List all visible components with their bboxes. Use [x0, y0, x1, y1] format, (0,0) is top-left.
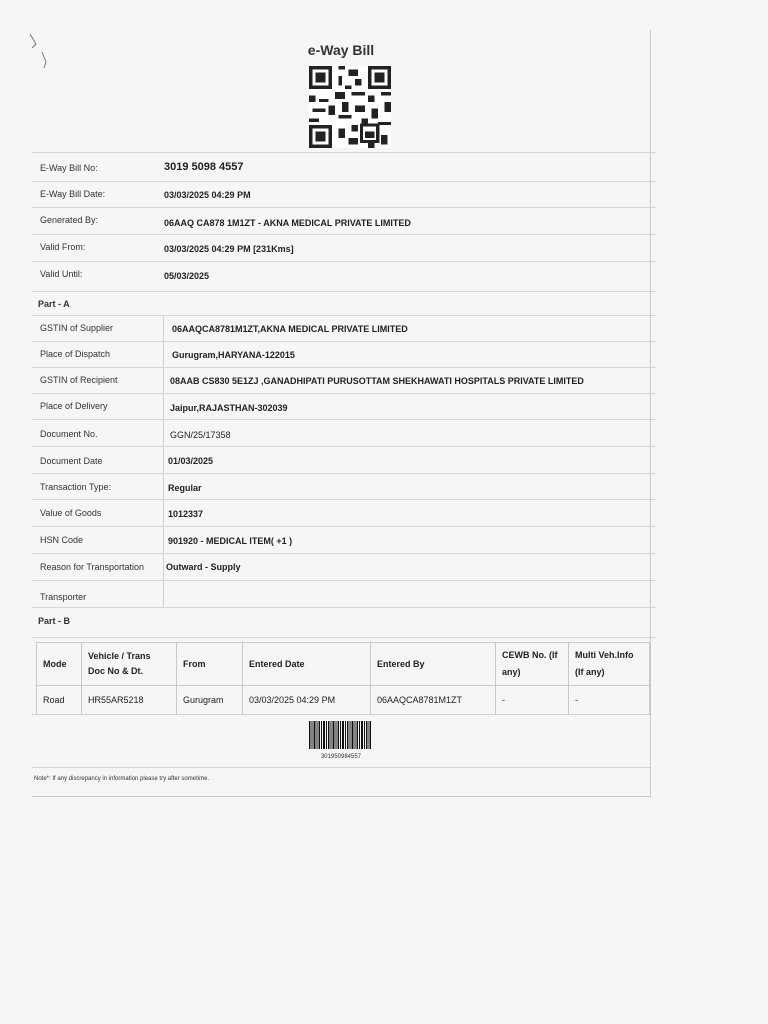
field-label: Place of Dispatch [40, 349, 111, 359]
field-row-valid-from [32, 234, 656, 262]
table-header-row [37, 643, 650, 686]
part-a-heading: Part - A [38, 299, 70, 309]
eway-bill-number: 3019 5098 4557 [164, 161, 244, 173]
field-row-generated-by [32, 207, 656, 235]
field-label: Transporter [40, 592, 87, 602]
column-header: CEWB No. (If any) [496, 643, 569, 686]
table-cell: HR55AR5218 [82, 686, 177, 715]
column-header: Mode [37, 643, 82, 686]
field-value: 1012337 [168, 509, 204, 519]
column-header: Vehicle / Trans Doc No & Dt. [82, 643, 177, 686]
field-row-valid-until [32, 261, 656, 292]
field-row-document-date [32, 446, 656, 474]
field-value: Outward - Supply [166, 562, 241, 572]
discrepancy-note: Note*: If any discrepancy in information please try after sometime. [34, 776, 210, 782]
field-label: Reason for Transportation [40, 562, 145, 572]
field-label: GSTIN of Supplier [40, 323, 114, 333]
field-value: Regular [168, 483, 202, 493]
table-cell: 06AAQCA8781M1ZT [371, 686, 496, 715]
eway-bill-sheet [32, 30, 651, 797]
part-b-vehicle-table [36, 642, 650, 715]
field-value: Gurugram,HARYANA-122015 [172, 350, 295, 360]
field-row-gstin-recipient [32, 367, 656, 394]
field-value: 08AAB CS830 5E1ZJ ,GANADHIPATI PURUSOTTAM SHEKHAWATI HOSPITALS PRIVATE LIMITED [170, 376, 584, 386]
barcode-number: 301950984557 [320, 754, 362, 760]
qr-code [309, 66, 391, 148]
field-value: 05/03/2025 [164, 271, 210, 281]
field-label: Place of Delivery [40, 401, 108, 411]
field-value: 01/03/2025 [168, 456, 214, 466]
column-header: Entered By [371, 643, 496, 686]
field-label: E-Way Bill No: [40, 163, 98, 173]
field-row-place-delivery [32, 393, 656, 420]
field-row-reason-transport [32, 553, 656, 581]
field-row-gstin-supplier [32, 315, 656, 342]
column-header: Entered Date [243, 643, 371, 686]
field-label: Document Date [40, 456, 103, 466]
field-value: 06AAQCA8781M1ZT,AKNA MEDICAL PRIVATE LIMITED [172, 324, 408, 334]
table-row [37, 686, 650, 715]
barcode [309, 721, 371, 749]
field-row-transaction-type [32, 473, 656, 500]
part-b-heading-row [32, 607, 656, 638]
field-value: 06AAQ CA878 1M1ZT - AKNA MEDICAL PRIVATE LIMITED [164, 218, 411, 228]
field-value: GGN/25/17358 [170, 430, 231, 440]
field-label: HSN Code [40, 535, 84, 545]
field-value: Jaipur,RAJASTHAN-302039 [170, 403, 288, 413]
table-cell: Gurugram [177, 686, 243, 715]
field-row-eway-bill-date [32, 180, 656, 208]
field-row-eway-bill-no [32, 152, 656, 182]
field-row-place-dispatch [32, 341, 656, 368]
table-cell: Road [37, 686, 82, 715]
field-label: Valid From: [40, 242, 86, 252]
column-header: Multi Veh.Info (If any) [569, 643, 650, 686]
table-cell: - [569, 686, 650, 715]
field-label: Document No. [40, 429, 98, 439]
field-label: Transaction Type: [40, 482, 112, 492]
field-value: 901920 - MEDICAL ITEM( +1 ) [168, 536, 293, 546]
field-label: Valid Until: [40, 269, 83, 279]
field-row-transporter [32, 580, 656, 608]
field-label: Value of Goods [40, 508, 102, 518]
part-a-heading-row [32, 291, 656, 316]
document-title: e-Way Bill [307, 42, 375, 58]
field-row-hsn-code [32, 526, 656, 554]
field-row-document-no [32, 419, 656, 447]
field-row-value-goods [32, 499, 656, 527]
field-value: 03/03/2025 04:29 PM [164, 190, 251, 200]
table-cell: 03/03/2025 04:29 PM [243, 686, 371, 715]
field-label: GSTIN of Recipient [40, 375, 118, 385]
column-header: From [177, 643, 243, 686]
field-label: E-Way Bill Date: [40, 189, 106, 199]
field-label: Generated By: [40, 215, 99, 225]
field-value: 03/03/2025 04:29 PM [231Kms] [164, 244, 294, 254]
barcode-section [32, 714, 650, 768]
table-cell: - [496, 686, 569, 715]
part-b-heading: Part - B [38, 616, 71, 626]
